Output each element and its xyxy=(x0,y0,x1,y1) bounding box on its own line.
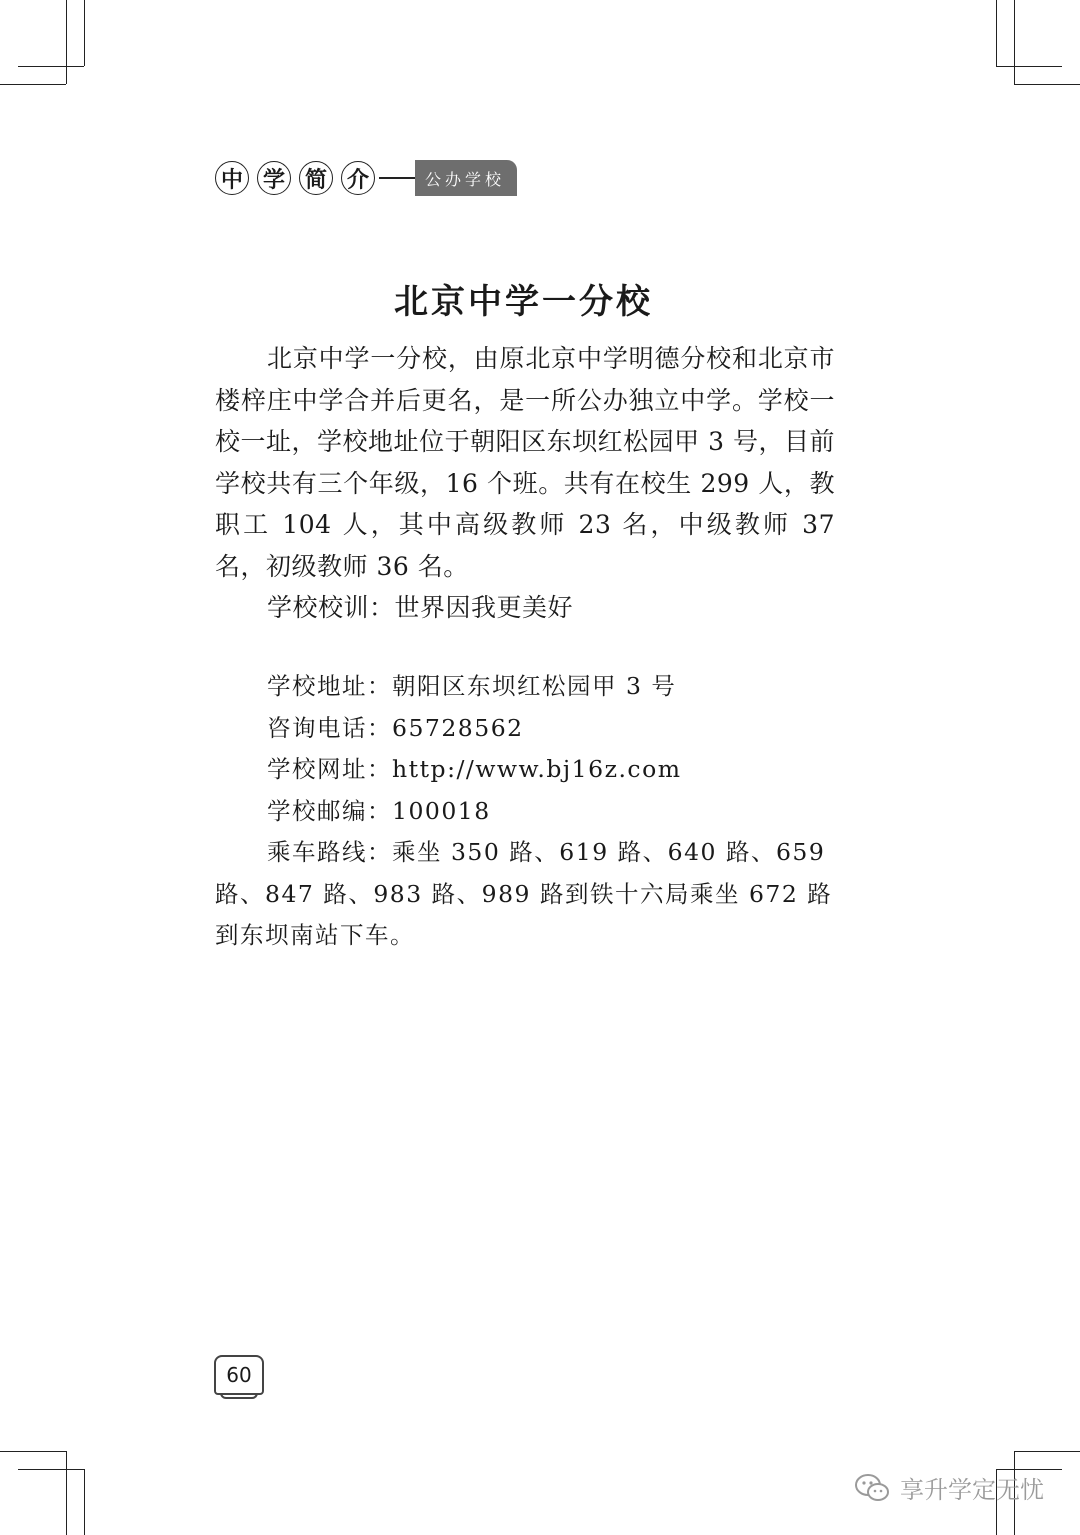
crop-mark xyxy=(0,1451,66,1452)
crop-mark xyxy=(18,66,84,67)
bus-route: 乘车路线：乘坐 350 路、619 路、640 路、659 路、847 路、983 路、989 路到铁十六局乘坐 672 路到东坝南站下车。 xyxy=(215,838,833,949)
header-circle-char: 学 xyxy=(257,161,291,195)
page-number xyxy=(214,1355,264,1395)
crop-mark xyxy=(996,0,997,66)
header-connector-line xyxy=(379,177,415,179)
school-postcode: 学校邮编：100018 xyxy=(267,796,491,825)
crop-mark xyxy=(66,0,67,84)
page-title: 北京中学一分校 xyxy=(394,282,653,322)
page-number-text: 60 xyxy=(226,1363,252,1387)
header-circle-char: 介 xyxy=(341,161,375,195)
header-circle-char: 中 xyxy=(215,161,249,195)
crop-mark xyxy=(1014,0,1015,84)
crop-mark xyxy=(66,1451,67,1535)
crop-mark xyxy=(996,66,1062,67)
crop-mark xyxy=(84,0,85,66)
category-tag: 公办学校 xyxy=(415,160,517,196)
wechat-icon xyxy=(854,1473,890,1503)
school-address: 学校地址：朝阳区东坝红松园甲 3 号 xyxy=(267,672,677,700)
watermark-text: 享升学定无忧 xyxy=(900,1476,1044,1504)
school-website: 学校网址：http://www.bj16z.com xyxy=(267,755,682,783)
crop-mark xyxy=(0,84,66,85)
school-motto: 学校校训：世界因我更美好 xyxy=(267,593,574,622)
crop-mark xyxy=(1014,84,1080,85)
crop-mark xyxy=(18,1469,84,1470)
crop-mark xyxy=(84,1469,85,1535)
description-paragraph: 北京中学一分校，由原北京中学明德分校和北京市楼梓庄中学合并后更名，是一所公办独立中学。学校一校一址，学校地址位于朝阳区东坝红松园甲 3 号，目前学校共有三个年级，16 个班。共有在校生 299 人，教职工 104 人，其中高级教师 23 名，中级教师 37 名，初级教师 36 名。 xyxy=(215,344,835,581)
header-circle-char: 简 xyxy=(299,161,333,195)
school-info xyxy=(215,666,835,957)
school-phone: 咨询电话：65728562 xyxy=(267,713,524,742)
school-description xyxy=(215,338,835,629)
crop-mark xyxy=(1014,1451,1080,1452)
section-header xyxy=(215,158,517,198)
watermark xyxy=(854,1470,1044,1505)
